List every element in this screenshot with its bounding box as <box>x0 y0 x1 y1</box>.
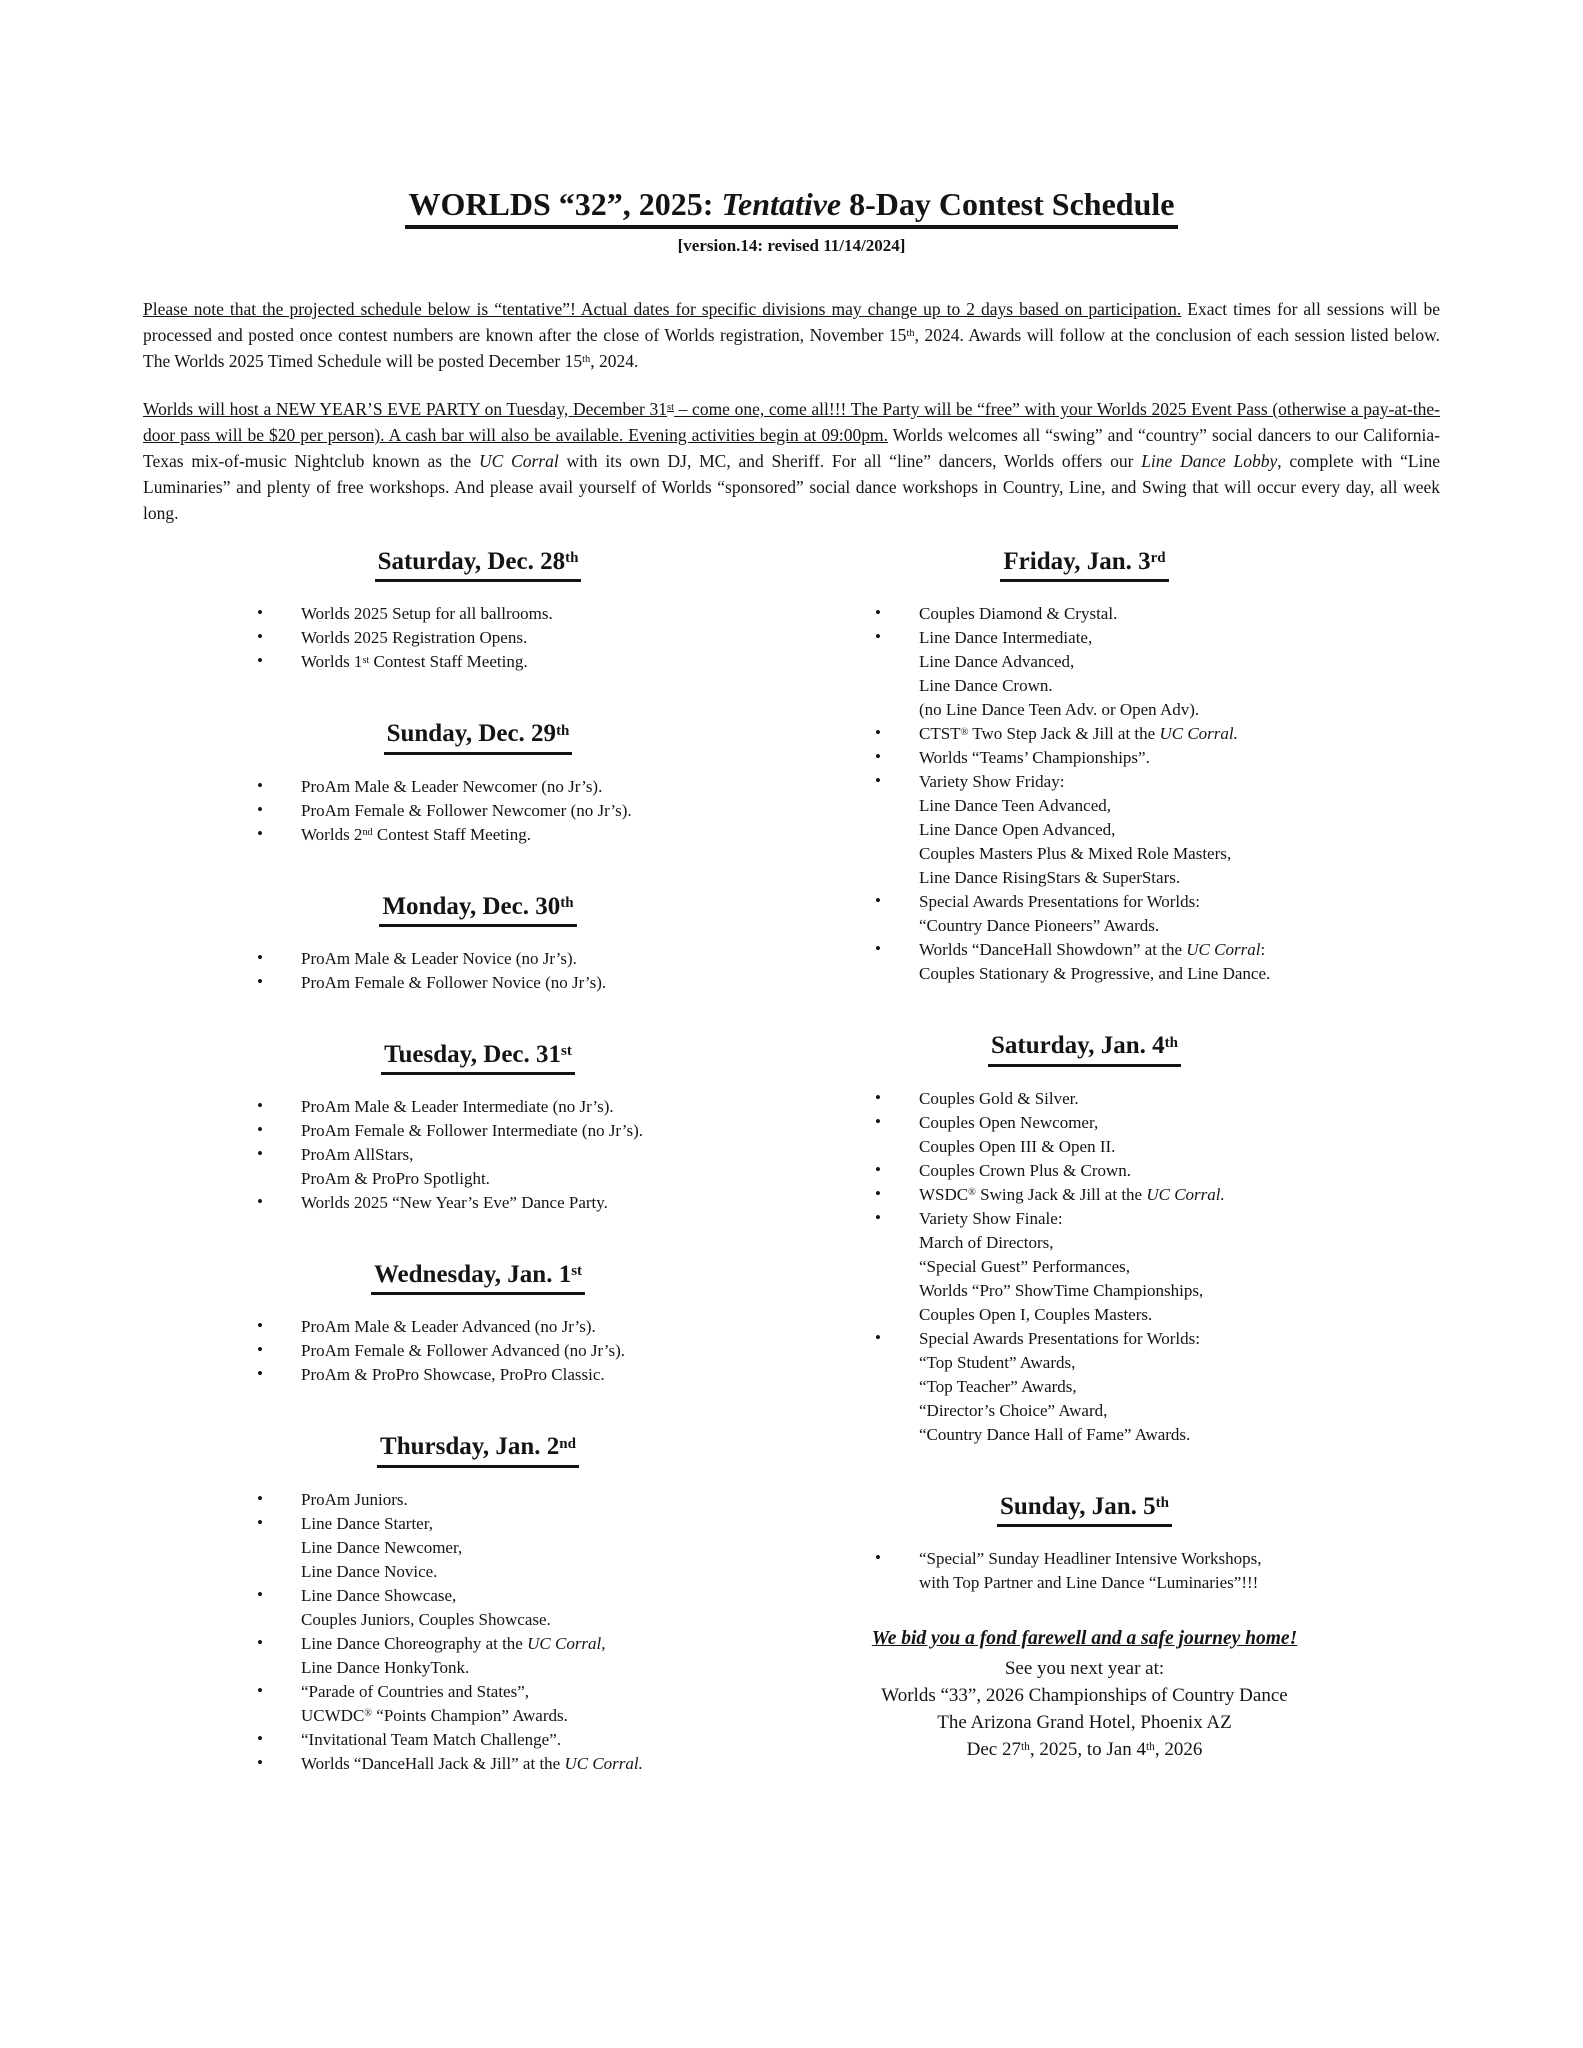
list-item-text: ProAm Female & Follower Newcomer (no Jr’s). <box>301 800 632 820</box>
list-item-text: Line Dance Crown. <box>919 676 1053 696</box>
list-item-continuation <box>919 1135 1440 1159</box>
list-item <box>873 626 1440 722</box>
list-item-continuation <box>919 1255 1440 1279</box>
bullet-icon: • <box>257 1512 263 1532</box>
list-item-continuation <box>919 1279 1440 1303</box>
day-section <box>813 546 1440 986</box>
list-item-text: Worlds “Pro” ShowTime Championships, <box>919 1280 1204 1300</box>
day-header: Sunday, Jan. 5th <box>997 1491 1172 1527</box>
list-item-line <box>257 1191 813 1215</box>
day-section <box>813 1030 1440 1446</box>
day-header-row <box>813 1491 1440 1527</box>
list-item-continuation <box>919 962 1440 986</box>
list-item-continuation <box>301 1656 813 1680</box>
list-item-line <box>257 1119 813 1143</box>
list-item-continuation <box>919 842 1440 866</box>
version-line: [version.14: revised 11/14/2024] <box>677 236 906 255</box>
list-item-continuation <box>919 698 1440 722</box>
day-header: Saturday, Jan. 4th <box>988 1030 1181 1066</box>
list-item-line <box>875 1183 1440 1207</box>
list-item-text: “Invitational Team Match Challenge”. <box>301 1729 562 1749</box>
list-item <box>873 602 1440 626</box>
list-item-line <box>257 626 813 650</box>
list-item-text: Worlds 1st Contest Staff Meeting. <box>301 652 528 672</box>
list-item-text: Line Dance Choreography at the UC Corral, <box>301 1633 606 1653</box>
list-item <box>873 1547 1440 1595</box>
farewell-venue: The Arizona Grand Hotel, Phoenix AZ <box>937 1711 1232 1733</box>
list-item-text: “Parade of Countries and States”, <box>301 1681 530 1701</box>
list-item-text: Line Dance Starter, <box>301 1513 433 1533</box>
list-item-line <box>257 1363 813 1387</box>
bullet-icon: • <box>875 1111 881 1131</box>
list-item-continuation <box>919 1423 1440 1447</box>
bullet-list <box>143 1488 813 1776</box>
list-item <box>873 722 1440 746</box>
list-item-continuation <box>919 1303 1440 1327</box>
bullet-icon: • <box>875 627 881 647</box>
bullet-icon: • <box>257 603 263 623</box>
day-header-row <box>143 1259 813 1295</box>
list-item-text: ProAm Juniors. <box>301 1489 408 1509</box>
list-item-text: Couples Juniors, Couples Showcase. <box>301 1609 551 1629</box>
bullet-icon: • <box>257 1632 263 1652</box>
list-item-text: with Top Partner and Line Dance “Luminaries”!!! <box>919 1572 1259 1592</box>
list-item-continuation <box>919 650 1440 674</box>
list-item <box>255 1095 813 1119</box>
list-item <box>255 1512 813 1584</box>
day-header-row <box>143 1431 813 1467</box>
list-item <box>255 1363 813 1387</box>
day-section <box>143 1431 813 1775</box>
list-item-text: Couples Open III & Open II. <box>919 1136 1116 1156</box>
bullet-icon: • <box>257 1316 263 1336</box>
list-item-text: “Country Dance Pioneers” Awards. <box>919 916 1160 936</box>
day-section <box>143 1259 813 1387</box>
right-column <box>813 546 1440 1763</box>
list-item <box>255 1315 813 1339</box>
list-item <box>255 1191 813 1215</box>
day-header: Sunday, Dec. 29th <box>384 718 573 754</box>
list-item-continuation <box>919 1375 1440 1399</box>
list-item <box>255 971 813 995</box>
list-item-text: ProAm Male & Leader Newcomer (no Jr’s). <box>301 776 603 796</box>
day-section <box>143 718 813 846</box>
list-item-text: Special Awards Presentations for Worlds: <box>919 892 1200 912</box>
list-item-text: UCWDC® “Points Champion” Awards. <box>301 1705 568 1725</box>
list-item-text: Line Dance Open Advanced, <box>919 820 1116 840</box>
list-item <box>255 1752 813 1776</box>
list-item-text: “Top Teacher” Awards, <box>919 1376 1077 1396</box>
bullet-icon: • <box>257 1584 263 1604</box>
bullet-icon: • <box>257 1340 263 1360</box>
list-item <box>255 602 813 626</box>
day-header-row <box>143 718 813 754</box>
list-item-line <box>257 1632 813 1656</box>
day-header: Monday, Dec. 30th <box>379 891 576 927</box>
list-item-text: CTST® Two Step Jack & Jill at the UC Corral. <box>919 724 1238 744</box>
list-item <box>255 799 813 823</box>
list-item-line <box>875 1111 1440 1135</box>
bullet-icon: • <box>257 1096 263 1115</box>
list-item-text: Couples Crown Plus & Crown. <box>919 1160 1132 1180</box>
bullet-icon: • <box>257 1680 263 1700</box>
list-item-text: Worlds “DanceHall Showdown” at the UC Corral: <box>919 940 1266 960</box>
day-header-row <box>143 1039 813 1075</box>
day-section <box>143 546 813 674</box>
day-header: Wednesday, Jan. 1st <box>371 1259 585 1295</box>
list-item-text: Line Dance RisingStars & SuperStars. <box>919 868 1181 888</box>
list-item-line <box>257 1728 813 1752</box>
list-item-text: Worlds “DanceHall Jack & Jill” at the UC Corral. <box>301 1753 643 1773</box>
list-item-line <box>875 1087 1440 1111</box>
list-item-text: Line Dance Intermediate, <box>919 628 1093 648</box>
bullet-icon: • <box>257 823 263 843</box>
bullet-icon: • <box>875 603 881 623</box>
bullet-icon: • <box>257 947 263 967</box>
farewell-see-you: See you next year at: <box>1004 1657 1165 1679</box>
list-item-line <box>257 1315 813 1339</box>
farewell-line: We bid you a fond farewell and a safe journey home! <box>871 1627 1298 1649</box>
list-item-text: ProAm Female & Follower Advanced (no Jr’s). <box>301 1341 626 1361</box>
list-item-text: Worlds 2025 Registration Opens. <box>301 628 528 648</box>
list-item-line <box>875 626 1440 650</box>
bullet-list <box>813 1087 1440 1447</box>
list-item-line <box>875 938 1440 962</box>
bullet-list <box>143 1095 813 1215</box>
bullet-icon: • <box>257 627 263 647</box>
list-item-continuation <box>919 1231 1440 1255</box>
list-item-line <box>257 1143 813 1167</box>
list-item <box>873 770 1440 890</box>
bullet-icon: • <box>875 891 881 911</box>
bullet-icon: • <box>875 771 881 791</box>
list-item <box>873 1207 1440 1327</box>
list-item-line <box>257 1095 813 1119</box>
list-item-continuation <box>919 818 1440 842</box>
list-item-line <box>257 650 813 674</box>
list-item <box>255 1488 813 1512</box>
bullet-list <box>143 1315 813 1387</box>
list-item-line <box>257 1752 813 1776</box>
list-item <box>255 1728 813 1752</box>
list-item-continuation <box>919 866 1440 890</box>
list-item-text: Variety Show Finale: <box>919 1208 1063 1228</box>
list-item <box>255 1143 813 1191</box>
list-item <box>255 1119 813 1143</box>
list-item-line <box>875 602 1440 626</box>
list-item-text: Worlds 2025 Setup for all ballrooms. <box>301 604 553 624</box>
bullet-icon: • <box>257 1488 263 1508</box>
list-item-text: “Special” Sunday Headliner Intensive Workshops, <box>919 1548 1262 1568</box>
list-item-line <box>257 1339 813 1363</box>
list-item-continuation <box>919 914 1440 938</box>
list-item-text: Couples Gold & Silver. <box>919 1088 1079 1108</box>
bullet-icon: • <box>257 1728 263 1748</box>
list-item <box>873 1159 1440 1183</box>
list-item-continuation <box>919 1351 1440 1375</box>
list-item-line <box>257 775 813 799</box>
bullet-icon: • <box>257 971 263 991</box>
bullet-icon: • <box>875 1087 881 1107</box>
list-item-line <box>875 746 1440 770</box>
list-item-continuation <box>919 1571 1440 1595</box>
list-item <box>255 823 813 847</box>
list-item-text: Couples Masters Plus & Mixed Role Masters, <box>919 844 1232 864</box>
list-item-text: ProAm AllStars, <box>301 1145 414 1164</box>
page-title-text: WORLDS “32”, 2025: Tentative 8-Day Contest Schedule <box>405 184 1179 229</box>
farewell-next-event: Worlds “33”, 2026 Championships of Country Dance <box>881 1684 1288 1706</box>
list-item-text: ProAm Male & Leader Advanced (no Jr’s). <box>301 1317 596 1337</box>
list-item-text: ProAm & ProPro Spotlight. <box>301 1169 490 1188</box>
bullet-icon: • <box>875 1207 881 1227</box>
list-item-text: Line Dance Novice. <box>301 1561 438 1581</box>
list-item-text: ProAm & ProPro Showcase, ProPro Classic. <box>301 1365 605 1385</box>
list-item <box>255 1680 813 1728</box>
list-item-text: “Director’s Choice” Award, <box>919 1400 1108 1420</box>
two-column-layout <box>143 546 1440 1776</box>
bullet-list <box>143 775 813 847</box>
list-item-text: “Top Student” Awards, <box>919 1352 1076 1372</box>
left-sections <box>143 546 813 1776</box>
list-item <box>255 947 813 971</box>
farewell-block <box>813 1625 1440 1763</box>
list-item-line <box>257 1512 813 1536</box>
intro-paragraph-1: Please note that the projected schedule below is “tentative”! Actual dates for specific divisions may change up to 2 days based on participation. Exact times for all sessions will be processed and posted once contest numbers are known after the close of Worlds registration, November 15th, 2024. Awards will follow at the conclusion of each session listed below. The Worlds 2025 Timed Schedule will be posted December 15th, 2024. <box>143 299 1440 371</box>
day-header-row <box>813 546 1440 582</box>
list-item-line <box>257 1680 813 1704</box>
list-item-line <box>875 770 1440 794</box>
list-item-line <box>875 722 1440 746</box>
bullet-list <box>813 602 1440 986</box>
bullet-icon: • <box>257 775 263 795</box>
list-item-continuation <box>301 1167 813 1191</box>
bullet-icon: • <box>257 651 263 671</box>
bullet-icon: • <box>875 1327 881 1347</box>
list-item-text: ProAm Female & Follower Novice (no Jr’s). <box>301 972 607 992</box>
list-item <box>873 1087 1440 1111</box>
list-item-line <box>257 799 813 823</box>
list-item-line <box>257 1488 813 1512</box>
list-item-continuation <box>301 1608 813 1632</box>
list-item-line <box>257 947 813 971</box>
bullet-icon: • <box>875 747 881 767</box>
list-item-text: (no Line Dance Teen Adv. or Open Adv). <box>919 700 1200 720</box>
list-item-continuation <box>301 1560 813 1584</box>
list-item <box>255 775 813 799</box>
bullet-icon: • <box>875 1183 881 1203</box>
day-header: Thursday, Jan. 2nd <box>377 1431 579 1467</box>
list-item-line <box>257 823 813 847</box>
list-item-text: Variety Show Friday: <box>919 772 1065 792</box>
list-item-text: “Country Dance Hall of Fame” Awards. <box>919 1424 1191 1444</box>
list-item-text: Couples Open Newcomer, <box>919 1112 1099 1132</box>
list-item <box>255 626 813 650</box>
list-item-line <box>257 971 813 995</box>
list-item-text: ProAm Male & Leader Novice (no Jr’s). <box>301 948 577 968</box>
bullet-list <box>813 1547 1440 1595</box>
list-item-text: ProAm Male & Leader Intermediate (no Jr’s). <box>301 1097 614 1116</box>
list-item <box>873 1111 1440 1159</box>
list-item-text: March of Directors, <box>919 1232 1054 1252</box>
list-item <box>255 1584 813 1632</box>
list-item-line <box>875 1207 1440 1231</box>
day-section <box>813 1491 1440 1595</box>
day-header-row <box>143 546 813 582</box>
list-item-text: Worlds 2nd Contest Staff Meeting. <box>301 824 531 844</box>
list-item <box>255 1339 813 1363</box>
list-item <box>873 746 1440 770</box>
list-item-text: Worlds 2025 “New Year’s Eve” Dance Party. <box>301 1193 608 1212</box>
bullet-icon: • <box>875 939 881 959</box>
right-sections <box>813 546 1440 1595</box>
list-item-text: Couples Stationary & Progressive, and Line Dance. <box>919 964 1271 984</box>
bullet-icon: • <box>257 799 263 819</box>
bullet-list <box>143 602 813 674</box>
bullet-list <box>143 947 813 995</box>
list-item-continuation <box>919 794 1440 818</box>
list-item-continuation <box>919 674 1440 698</box>
list-item <box>873 1327 1440 1447</box>
list-item-line <box>875 890 1440 914</box>
farewell-dates: Dec 27th, 2025, to Jan 4th, 2026 <box>966 1738 1203 1760</box>
bullet-icon: • <box>257 1144 263 1163</box>
bullet-icon: • <box>875 1159 881 1179</box>
day-header-row <box>143 891 813 927</box>
day-header-row <box>813 1030 1440 1066</box>
intro-paragraph-2: Worlds will host a NEW YEAR’S EVE PARTY on Tuesday, December 31st – come one, come all!!! The Party will be “free” with your Worlds 2025 Event Pass (otherwise a pay-at-the-door pass will be $20 per person). A cash bar will also be available. Evening activities begin at 09:00pm. Worlds welcomes all “swing” and “country” social dancers to our California-Texas mix-of-music Nightclub known as the UC Corral with its own DJ, MC, and Sheriff. For all “line” dancers, Worlds offers our Line Dance Lobby, complete with “Line Luminaries” and plenty of free workshops. And please avail yourself of Worlds “sponsored” social dance workshops in Country, Line, and Swing that will occur every day, all week long. <box>143 399 1440 523</box>
list-item-line <box>257 602 813 626</box>
list-item <box>873 890 1440 938</box>
list-item-text: Line Dance Showcase, <box>301 1585 457 1605</box>
list-item <box>255 1632 813 1680</box>
list-item-text: Line Dance Newcomer, <box>301 1537 463 1557</box>
bullet-icon: • <box>257 1192 263 1211</box>
day-header: Tuesday, Dec. 31st <box>381 1039 575 1075</box>
bullet-icon: • <box>257 1752 263 1772</box>
day-section <box>143 891 813 995</box>
list-item-text: Worlds “Teams’ Championships”. <box>919 748 1150 768</box>
list-item-text: Line Dance Teen Advanced, <box>919 796 1112 816</box>
list-item-continuation <box>301 1536 813 1560</box>
page-title <box>143 184 1440 229</box>
list-item-text: “Special Guest” Performances, <box>919 1256 1130 1276</box>
list-item-text: Couples Open I, Couples Masters. <box>919 1304 1153 1324</box>
list-item-text: Line Dance HonkyTonk. <box>301 1657 470 1677</box>
list-item <box>873 1183 1440 1207</box>
left-column <box>143 546 813 1776</box>
bullet-icon: • <box>875 723 881 743</box>
day-header: Friday, Jan. 3rd <box>1000 546 1168 582</box>
bullet-icon: • <box>875 1547 881 1567</box>
list-item-text: Line Dance Advanced, <box>919 652 1075 672</box>
list-item-line <box>875 1547 1440 1571</box>
list-item-text: Special Awards Presentations for Worlds: <box>919 1328 1200 1348</box>
day-header: Saturday, Dec. 28th <box>375 546 582 582</box>
list-item <box>255 650 813 674</box>
list-item-line <box>257 1584 813 1608</box>
list-item-continuation <box>301 1704 813 1728</box>
list-item <box>873 938 1440 986</box>
bullet-icon: • <box>257 1120 263 1139</box>
bullet-icon: • <box>257 1364 263 1384</box>
day-section <box>143 1039 813 1215</box>
list-item-text: ProAm Female & Follower Intermediate (no Jr’s). <box>301 1121 643 1140</box>
list-item-line <box>875 1327 1440 1351</box>
list-item-continuation <box>919 1399 1440 1423</box>
list-item-line <box>875 1159 1440 1183</box>
list-item-text: WSDC® Swing Jack & Jill at the UC Corral. <box>919 1184 1225 1204</box>
list-item-text: Couples Diamond & Crystal. <box>919 604 1118 624</box>
